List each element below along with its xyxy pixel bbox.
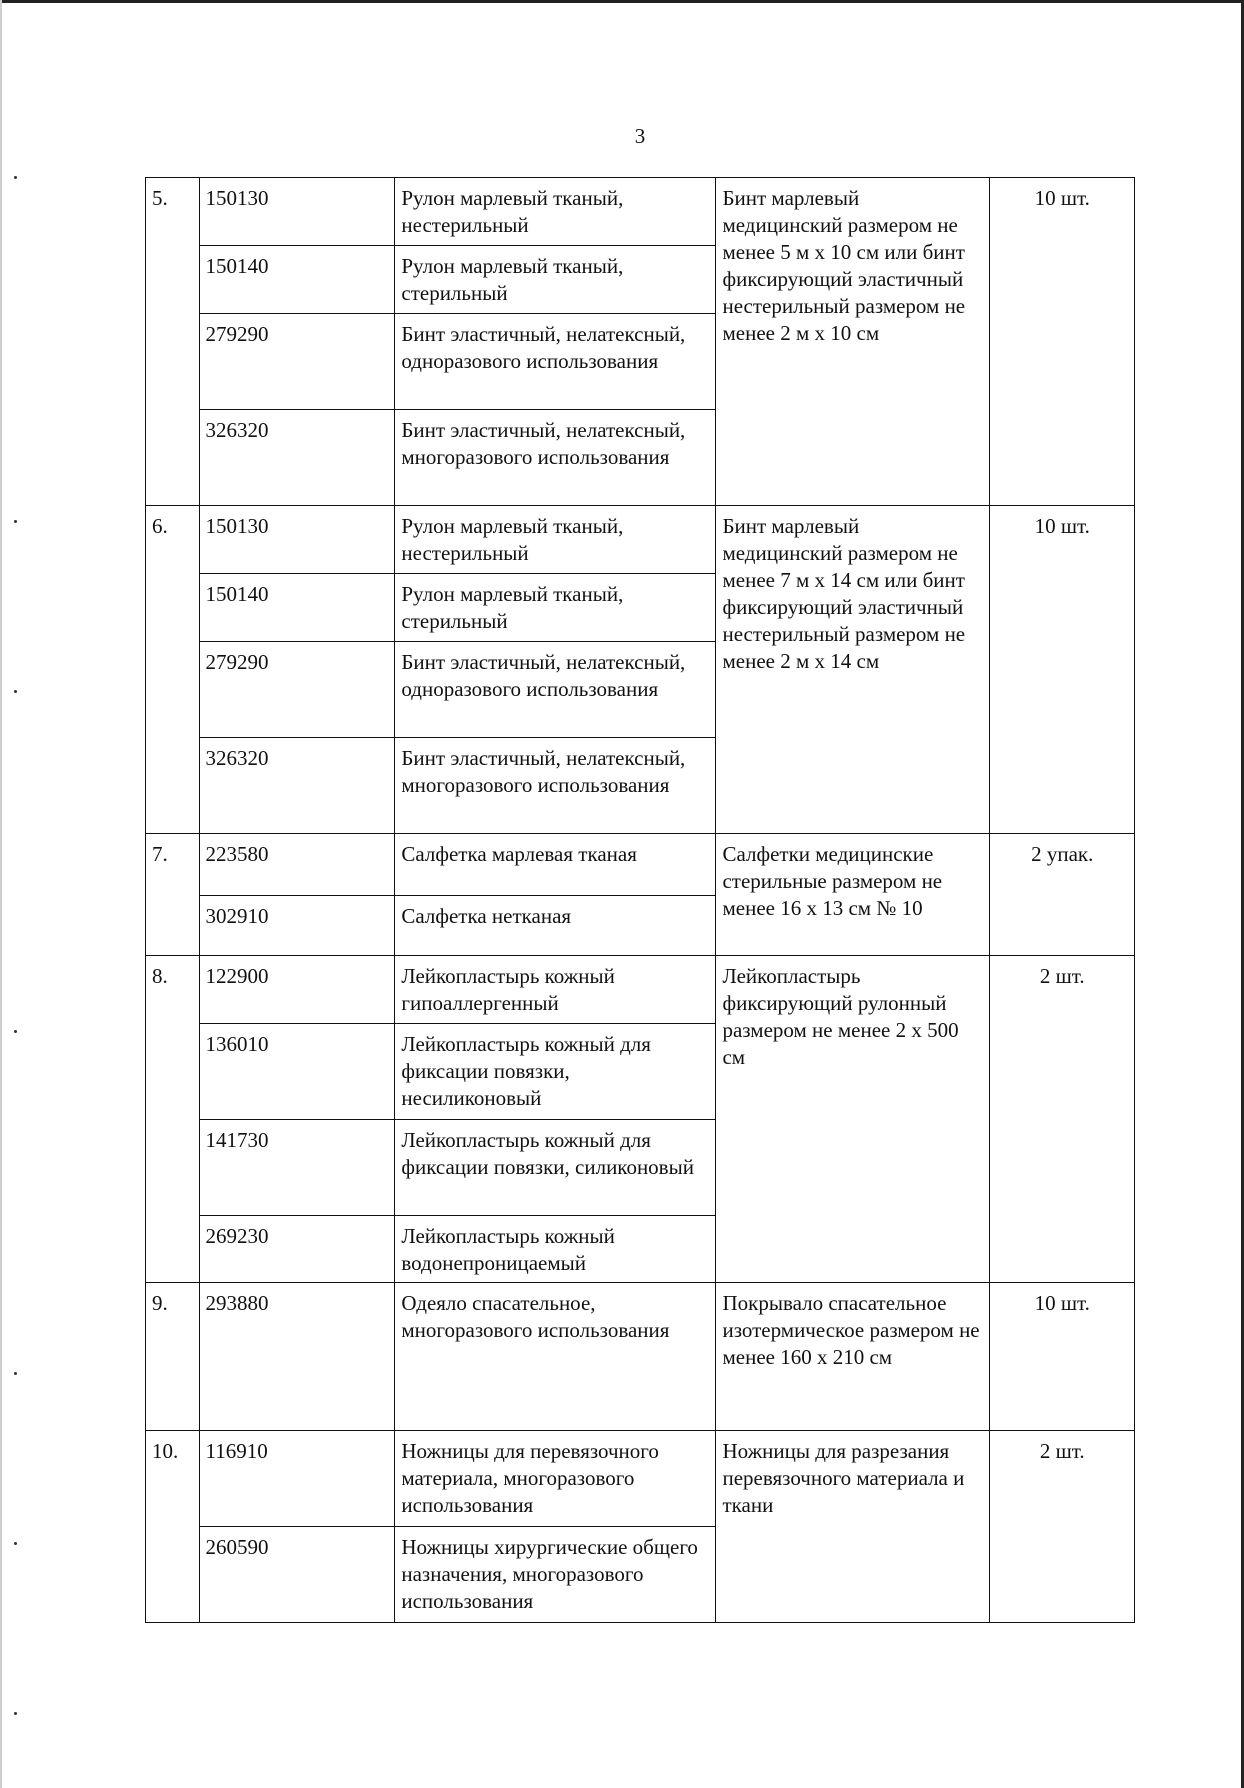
- item-code: 150140: [199, 246, 395, 314]
- scan-speck: [14, 520, 17, 523]
- item-code: 260590: [199, 1527, 395, 1623]
- item-name: Рулон марлевый тканый, стерильный: [395, 574, 716, 642]
- table-row: [146, 1283, 1135, 1431]
- goods-table-body: [146, 178, 1135, 1623]
- item-name: Бинт эластичный, нелатексный, многоразового использования: [395, 738, 716, 834]
- item-quantity: 2 шт.: [990, 956, 1135, 1283]
- item-code: 136010: [199, 1024, 395, 1120]
- item-code: 279290: [199, 642, 395, 738]
- item-description: Бинт марлевый медицинский размером не менее 5 м х 10 см или бинт фиксирующий эластичный нестерильный размером не менее 2 м х 10 см: [716, 178, 990, 506]
- item-quantity: 2 упак.: [990, 834, 1135, 956]
- scan-speck: [14, 1542, 17, 1545]
- item-name: Лейкопластырь кожный гипоаллергенный: [395, 956, 716, 1024]
- item-quantity: 10 шт.: [990, 178, 1135, 506]
- item-name: Рулон марлевый тканый, стерильный: [395, 246, 716, 314]
- item-code: 302910: [199, 896, 395, 956]
- row-number: 5.: [146, 178, 200, 506]
- item-quantity: 2 шт.: [990, 1431, 1135, 1623]
- item-name: Лейкопластырь кожный для фиксации повязки, силиконовый: [395, 1120, 716, 1216]
- item-name: Одеяло спасательное, многоразового использования: [395, 1283, 716, 1431]
- item-code: 326320: [199, 410, 395, 506]
- row-number: 9.: [146, 1283, 200, 1431]
- page-number: 3: [634, 124, 646, 148]
- row-number: 6.: [146, 506, 200, 834]
- table-row: [146, 1431, 1135, 1527]
- scan-edge-left: [0, 0, 2, 1788]
- table-row: [146, 834, 1135, 896]
- item-code: 122900: [199, 956, 395, 1024]
- row-number: 7.: [146, 834, 200, 956]
- item-name: Лейкопластырь кожный для фиксации повязки, несиликоновый: [395, 1024, 716, 1120]
- item-quantity: 10 шт.: [990, 506, 1135, 834]
- table-row: [146, 178, 1135, 246]
- item-name: Ножницы для перевязочного материала, многоразового использования: [395, 1431, 716, 1527]
- item-code: 141730: [199, 1120, 395, 1216]
- item-description: Покрывало спасательное изотермическое размером не менее 160 х 210 см: [716, 1283, 990, 1431]
- scan-speck: [14, 1372, 17, 1375]
- item-code: 279290: [199, 314, 395, 410]
- item-name: Бинт эластичный, нелатексный, одноразового использования: [395, 314, 716, 410]
- table-row: [146, 506, 1135, 574]
- item-code: 150130: [199, 506, 395, 574]
- item-description: Салфетки медицинские стерильные размером не менее 16 х 13 см № 10: [716, 834, 990, 956]
- scan-speck: [14, 1712, 17, 1715]
- item-code: 293880: [199, 1283, 395, 1431]
- item-description: Бинт марлевый медицинский размером не менее 7 м х 14 см или бинт фиксирующий эластичный нестерильный размером не менее 2 м х 14 см: [716, 506, 990, 834]
- item-name: Салфетка марлевая тканая: [395, 834, 716, 896]
- item-description: Ножницы для разрезания перевязочного материала и ткани: [716, 1431, 990, 1623]
- item-code: 326320: [199, 738, 395, 834]
- item-name: Лейкопластырь кожный водонепроницаемый: [395, 1216, 716, 1283]
- item-code: 116910: [199, 1431, 395, 1527]
- item-description: Лейкопластырь фиксирующий рулонный размером не менее 2 х 500 см: [716, 956, 990, 1283]
- item-name: Бинт эластичный, нелатексный, одноразового использования: [395, 642, 716, 738]
- row-number: 8.: [146, 956, 200, 1283]
- scan-speck: [14, 1030, 17, 1033]
- scan-edge-top: [0, 0, 1244, 3]
- item-name: Ножницы хирургические общего назначения, многоразового использования: [395, 1527, 716, 1623]
- scan-speck: [14, 176, 17, 179]
- item-name: Бинт эластичный, нелатексный, многоразового использования: [395, 410, 716, 506]
- item-name: Салфетка нетканая: [395, 896, 716, 956]
- item-name: Рулон марлевый тканый, нестерильный: [395, 178, 716, 246]
- scan-speck: [14, 690, 17, 693]
- item-code: 223580: [199, 834, 395, 896]
- row-number: 10.: [146, 1431, 200, 1623]
- goods-table: [145, 177, 1135, 1623]
- item-code: 269230: [199, 1216, 395, 1283]
- table-row: [146, 956, 1135, 1024]
- item-code: 150130: [199, 178, 395, 246]
- item-code: 150140: [199, 574, 395, 642]
- item-quantity: 10 шт.: [990, 1283, 1135, 1431]
- item-name: Рулон марлевый тканый, нестерильный: [395, 506, 716, 574]
